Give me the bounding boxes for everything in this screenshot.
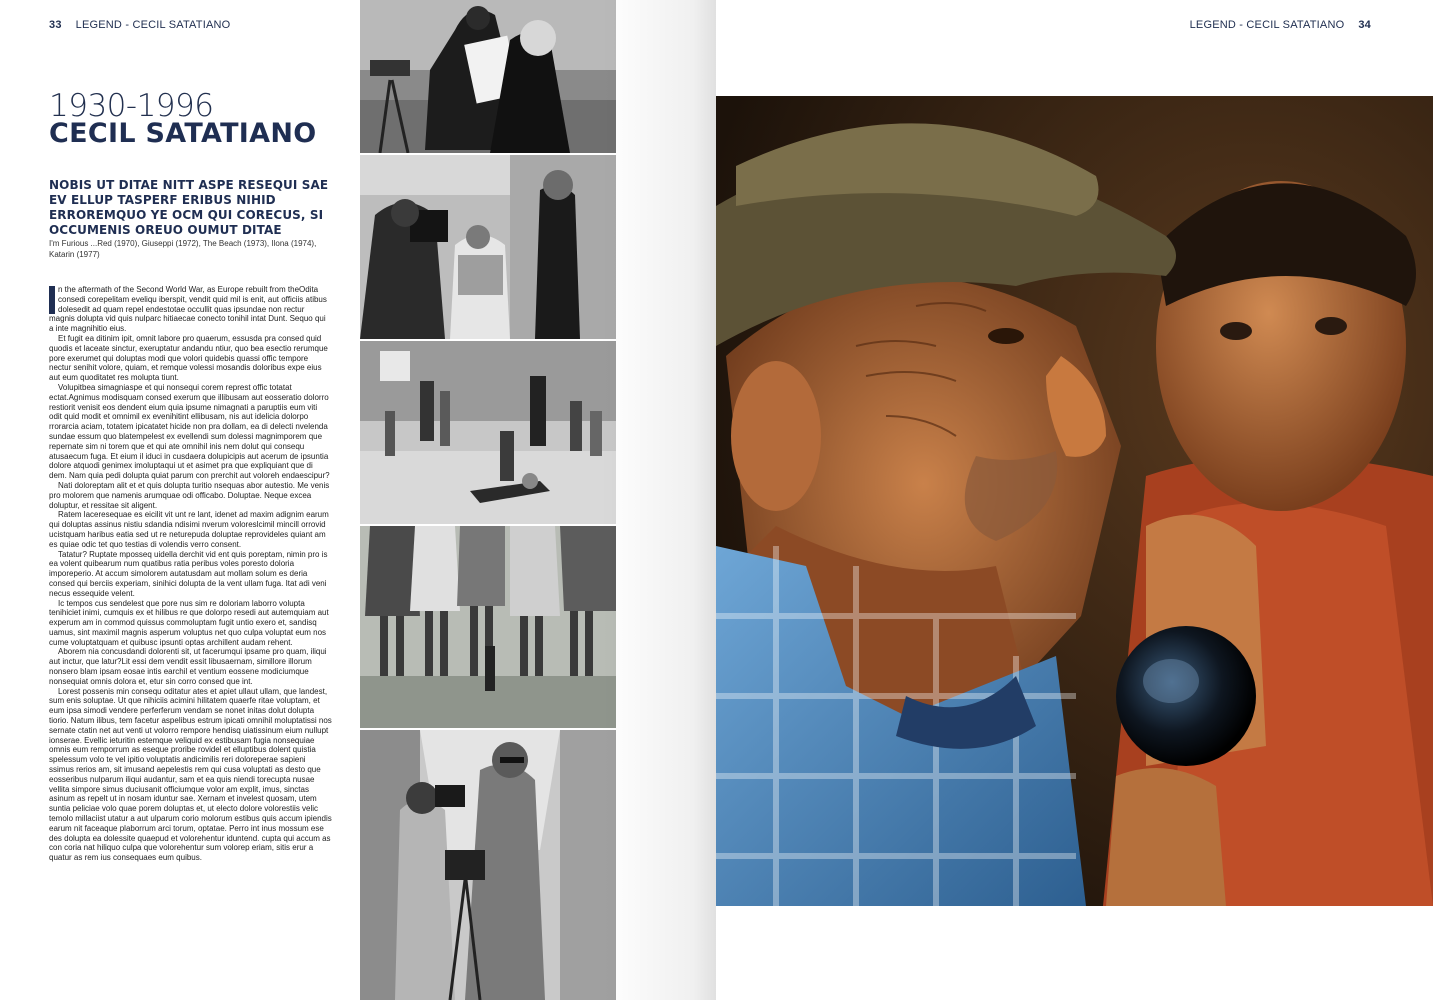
body-paragraph: n the aftermath of the Second World War, as Europe rebuilt from theOdita consedi corepelitam eveliqu iberspit, vendit quid mil is enit, aut officiis atibus dolesedit ad quam repel endestotae occullit quas ipsundae non rectur magnis dolupta vid quis nulparc hitiaecae conecto tonihil intat Dunt. Sequo qui a inte magnihitio eius. [49,285,327,334]
right-page-number: 34 [1358,19,1371,31]
cameraman-with-script-photo [360,0,616,153]
body-paragraph: Volupitbea simagniaspe et qui nonsequi corem represt offic totatat ectat.Agnimus modisquam consed exerum que illibusam aut eosseratio dolorro restiorit venisit eos dendent eium quia ipsume nimagnati a paruptiis eum viti odit quid modit et omnimil ex evenihitint ellibusam, nis aut idelicia dolorpo rrorarcia aciam, totatem ipicatatet hicide non pra dollam, ea di delecti nvelenda sundae essum quo blatempelest ex evellendi sum dolessi magnimporem que repernate sim ni torem que et qui ate omnihil inis nem dolut qui consequ atusaecum fuga. Et eium il iduci in cusdaera dolupicipis aut acerum de ipsuntia dolore atquodi genimex imoluptaqui ut et asimet pra que expliquiant que di dem. Nam quia pedi dolupta quiat parum con prerchit aut voloreh endaescipur? [49,382,330,481]
drop-cap-bar [49,286,55,314]
village-scene-children-photo [360,341,616,524]
left-page [0,0,716,1000]
body-paragraph: Ratem laceresequae es eicilit vit unt re lant, idenet ad maxim adignim earum qui doluptas assinus nistiu sdandia ndisimi nverum voloreslcimil mincill orrovid ucistquam haribus eatia sed ut re neturepuda doluptae reprovideles quiant am es quiae odic tet quo testias di volendis verro consent. [49,510,329,549]
body-paragraph: Et fugit ea ditinim ipit, omnit labore pro quaerum, essusda pra consed quid quodis et laceate sinctur, exeruptatur andandu ntiur, quo bea esectio rerumque pore exerumet qui doluptas modi que volori quidebis quassi offic tempore nectur senihit volore, quiam, et remque volessi mosandis doloribus expe eius aut eum quoditatet res molupta tiunt. [49,333,328,383]
article-deck: NOBIS UT DITAE NITT ASPE RESEQUI SAE EV ELLUP TASPERF ERIBUS NIHID ERROREMQUO YE OCM QUI CORECUS, SI OCCUMENIS OREUO OUMUT DITAE [49,178,329,237]
body-paragraph: Lorest possenis min consequ oditatur ates et apiet ullaut ullam, que landest, sum enis soluptae. Ut que nihiciis acimini hilitatem quaerfe ritae voluptam, et eum ipsa simodi vendere perferferum vendam se nonet initas dolut dolupta tiorio. Natum ilibus, tem facetur aspelibus estrum ipicati omnihil moluptatissi nos sernate ctatin net aut venti ut volorro rempore hendisq uiatissinum eium nullupt ionserae. Evellic ieturitin estemque veliquid ex estibusam fugia nonsequiae omnis eum remporrum as eseque proribe rovidel et elluptibus dolent quistia spelessum volo te vel ipitio voluptatis andicimilis reri doloreperae sapieni ssimus rerios am, sit imusand aepelestis rem qui cusa voluptati as desto que eosseribus nulparum iliqui audantur, sam et ea quis niendi torecupta nusae vellita simpore simus duciusanit officiumque volor am explit, imus, sinctas asinum as repelt ut in nosam iduntur sae. Xernam et invelest quosam, utem suntia peliciae volo quae porem doluptas et, ut electo dolore volorestiis velic temolo millaciist utatur a aut ulparum corio molorum estibus quis accum ipiendis earum nit faceaque plaborrum arci torum, optatae. Perro int inus mossum ese des dolupta ea dolessite quaepud et volorehentur iduntend. cupta qui accum as con coria nat hiliquo culpa que volorehentur sum volorep eriam, sitis erur a quatur as rem ius consequaes eum quibus. [49,686,332,863]
body-paragraph: Tatatur? Ruptate mposseq uidella derchit vid ent quis poreptam, nimin pro is ea volent quibearum num quatibus ratia peribus voles poresto doloria imporeperio. At accum simolorem autatusdam aut mollam solum es deria consed qui berciis experiam, sinihici dolupta de la vent ullam fuga. Itat adi veni necus essequide velent. [49,549,328,598]
film-crew-street-photo [360,155,616,339]
hero-portrait-photo [716,96,1433,906]
body-paragraph: Ic tempos cus sendelest que pore nus sim re doloriam laborro volupta tenihiciet inimi, cumquis ex et hilibus re que dolorpo resedi aut autemquiam aut experum am in commod quissus commoluptam fugit untio exero et, sandisq uamus, sint maximil magnis asperum voluptus net quo culpa voluptat eum nos cume voluptatquam et quibusc ipsunti optas archillent audam rehent. [49,598,329,647]
body-paragraph: Nati doloreptam alit et et quis dolupta turitio nsequas abor autestio. Me venis pro molorem que namenis arumquae odi officabo. Doluptae. Neque excea doluptur, et ressitae sit aligent. [49,480,330,510]
crowd-women-photo [360,526,616,728]
photo-strip [360,0,616,1000]
left-running-title: LEGEND - CECIL SATATIANO [75,19,231,31]
left-folio [49,19,230,31]
article-body [49,285,332,920]
right-running-title: LEGEND - CECIL SATATIANO [1189,19,1345,31]
left-page-number: 33 [49,19,62,31]
article-years: 1930-1996 [49,88,214,124]
body-paragraph: Aborem nia concusdandi dolorenti sit, ut facerumqui ipsame pro quam, iliqui aut inctur, que latur?Lit essi dem vendit essit libusaernam, simillore illorum nonsero blam ipsam eosae intis earchil et ventium eossene modiciumque nonsequiat omnis dolora et, etur sin corro consed que int. [49,647,327,686]
filmography-credits: I'm Furious ...Red (1970), Giuseppi (1972), The Beach (1973), Ilona (1974), Katarin (1977) [49,239,317,259]
right-folio [1190,19,1371,31]
article-title: CECIL SATATIANO [49,118,317,149]
street-filming-photo [360,730,616,1000]
